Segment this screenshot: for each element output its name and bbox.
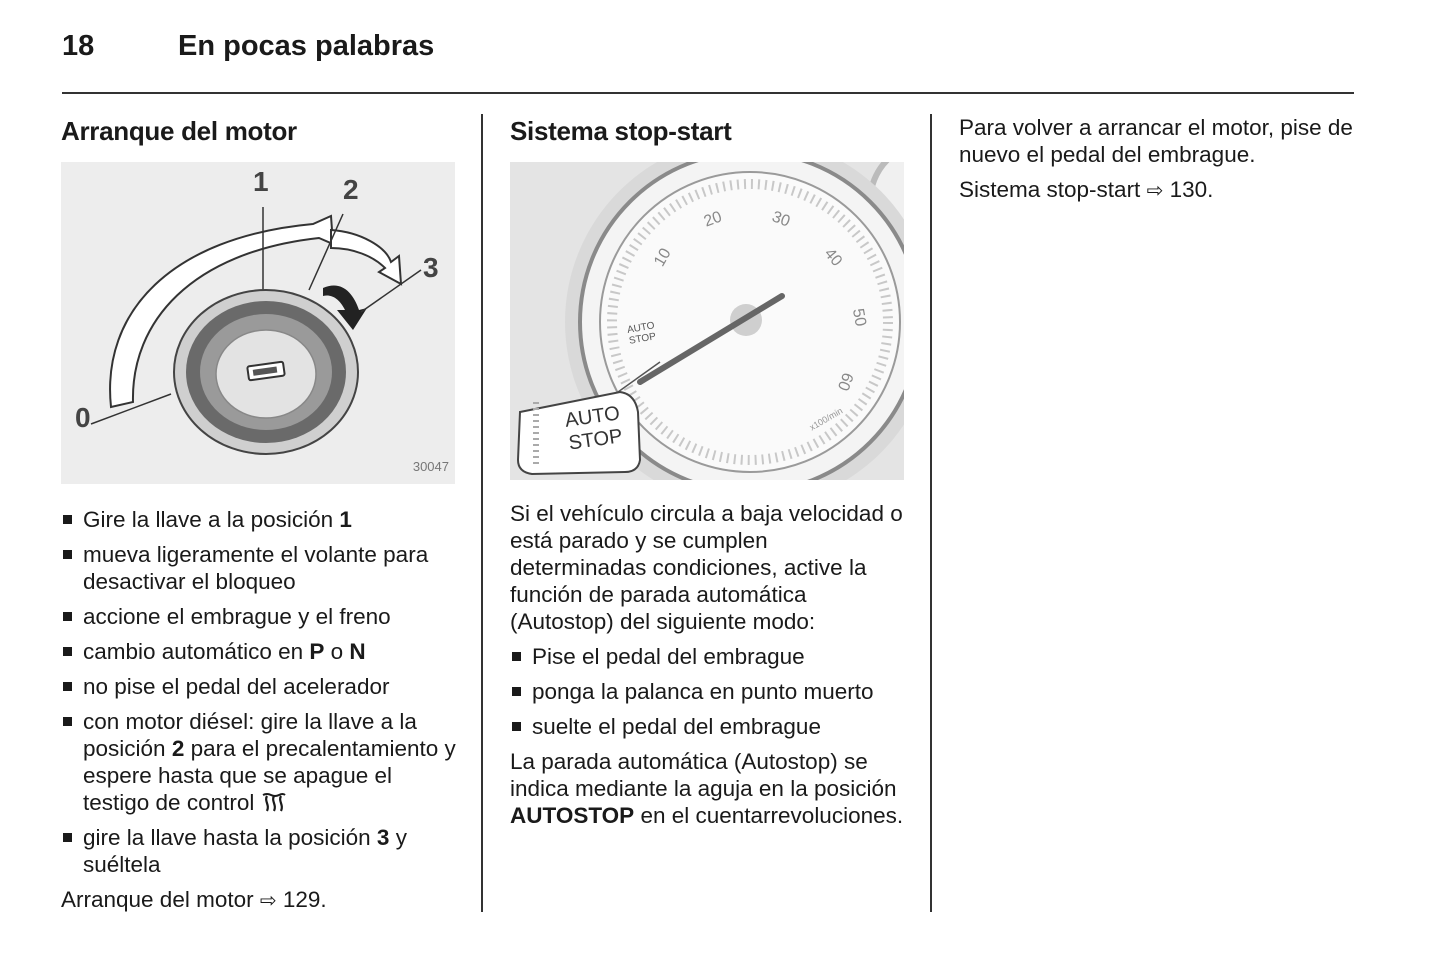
restart-paragraph: Para volver a arrancar el motor, pise de nuevo el pedal del embrague. [959,115,1353,167]
column-restart [959,114,1359,213]
dial-number: 60 [833,370,856,393]
column-divider [481,114,483,912]
arrow-right-icon: ⇨ [1146,180,1164,202]
page-title: En pocas palabras [178,30,435,62]
position-label-1: 1 [253,166,269,197]
start-steps-list [61,506,461,878]
dial-autostop-label: AUTO STOP [626,320,657,347]
list-item: suelte el pedal del embrague [510,713,910,740]
column-stop-start [510,114,910,837]
glow-plug-icon [261,791,287,813]
section-heading: Sistema stop-start [510,116,732,146]
column-engine-start [61,114,461,923]
list-item: no pise el pedal del acelerador [61,673,461,700]
intro-paragraph: Si el vehículo circula a baja velocidad o está parado y se cumplen determinadas condiciones, active la función de parada automática (Autostop) del siguiente modo: [510,501,903,634]
list-item: cambio automático en P o N [61,638,461,665]
list-item: gire la llave hasta la posición 3 y suéltela [61,824,461,878]
column-divider [930,114,932,912]
position-label-0: 0 [75,402,91,433]
arrow-right-icon: ⇨ [259,890,277,912]
list-item: Pise el pedal del embrague [510,643,910,670]
dial-number: 50 [848,307,869,328]
section-heading: Arranque del motor [61,116,297,146]
autostop-callout: AUTO STOP [563,402,624,455]
dial-number: 10 [651,245,675,270]
cross-reference: Sistema stop-start ⇨ 130. [959,177,1214,202]
ignition-illustration [61,162,455,484]
dial-unit: x100/min [807,405,845,433]
position-label-2: 2 [343,174,359,205]
list-item: accione el embrague y el freno [61,603,461,630]
position-label-3: 3 [423,252,439,283]
dial-number: 30 [769,208,793,231]
outro-paragraph: La parada automática (Autostop) se indica mediante la aguja en la posición AUTOSTOP en el cuentarrevoluciones. [510,749,904,828]
page-number: 18 [62,30,95,62]
list-item: ponga la palanca en punto muerto [510,678,910,705]
dial-number: 40 [820,245,846,270]
ignition-figure [61,162,455,484]
list-item: con motor diésel: gire la llave a la posición 2 para el precalentamiento y espere hasta que se apague el testigo de control [61,708,461,816]
dial-number: 20 [701,208,725,231]
tachometer-figure [510,162,904,480]
figure-code: 30047 [412,459,449,474]
page-header [62,28,1354,94]
list-item: Gire la llave a la posición 1 [61,506,461,533]
autostop-steps-list [510,643,910,740]
cross-reference: Arranque del motor ⇨ 129. [61,887,327,912]
list-item: mueva ligeramente el volante para desactivar el bloqueo [61,541,461,595]
